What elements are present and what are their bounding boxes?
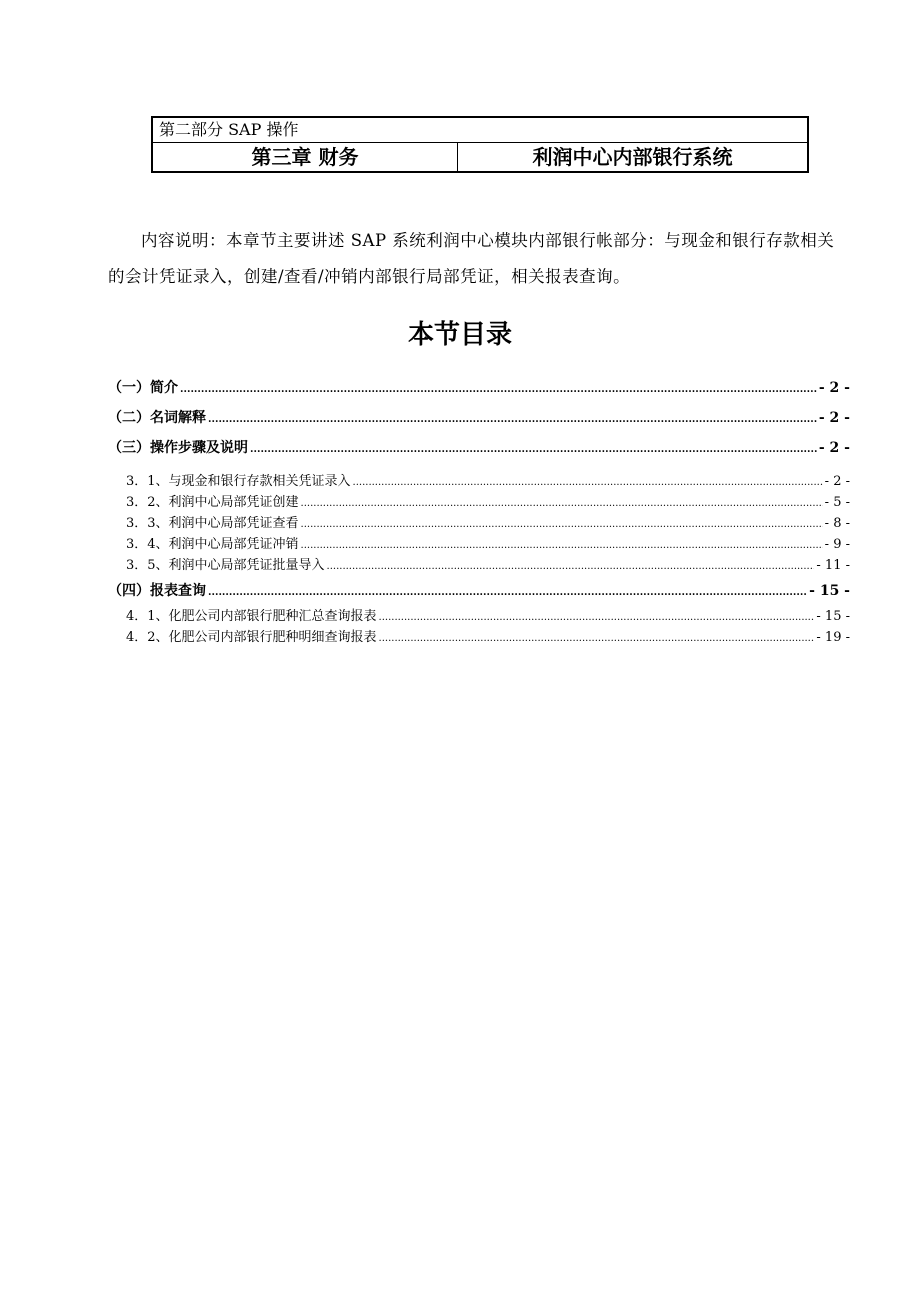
toc-leader [301, 535, 823, 556]
toc-entry-3-5[interactable] [108, 555, 850, 576]
toc-leader [301, 493, 823, 514]
toc-entry-3-2[interactable] [108, 492, 850, 513]
toc-leader [379, 628, 815, 649]
chapter-header-table [151, 116, 809, 173]
toc-entry-4-1[interactable] [108, 606, 850, 627]
toc-entry-page: - 2 - [824, 474, 850, 489]
toc-leader [379, 607, 815, 628]
toc-entry-label: 3．5、利润中心局部凭证批量导入 [126, 558, 325, 573]
toc-entry-page: - 15 - [816, 609, 850, 624]
toc-entry-page: - 15 - [809, 583, 850, 599]
toc-entry-3-3[interactable] [108, 513, 850, 534]
content-description: 内容说明：本章节主要讲述 SAP 系统利润中心模块内部银行帐部分：与现金和银行存款相关的会计凭证录入，创建/查看/冲销内部银行局部凭证，相关报表查询。 [108, 230, 835, 286]
toc-leader [327, 556, 815, 577]
toc-leader [250, 435, 817, 464]
toc-entry-page: - 2 - [818, 410, 850, 426]
toc-entry-intro[interactable] [108, 374, 850, 403]
toc-entry-4-2[interactable] [108, 627, 850, 648]
toc-entry-page: - 11 - [816, 558, 850, 573]
toc-leader [301, 514, 823, 535]
toc-entry-page: - 9 - [824, 537, 850, 552]
toc-leader [353, 472, 823, 493]
toc-leader [208, 578, 807, 607]
toc-entry-steps[interactable] [108, 434, 850, 463]
toc-entry-label: 3．3、利润中心局部凭证查看 [126, 516, 299, 531]
system-title: 利润中心内部银行系统 [458, 143, 809, 173]
toc-entry-page: - 2 - [818, 440, 850, 456]
toc-entry-label: 3．4、利润中心局部凭证冲销 [126, 537, 299, 552]
toc-entry-page: - 2 - [818, 380, 850, 396]
toc-leader [208, 405, 817, 434]
toc-entry-label: 3．2、利润中心局部凭证创建 [126, 495, 299, 510]
toc-entry-label: （四）报表查询 [108, 583, 206, 599]
chapter-title: 第三章 财务 [152, 143, 458, 173]
toc-title: 本节目录 [407, 320, 512, 350]
toc-entry-label: （三）操作步骤及说明 [108, 440, 248, 456]
table-of-contents [108, 373, 850, 648]
toc-entry-label: 3．1、与现金和银行存款相关凭证录入 [126, 474, 351, 489]
toc-entry-label: （二）名词解释 [108, 410, 206, 426]
toc-entry-page: - 5 - [824, 495, 850, 510]
toc-entry-3-4[interactable] [108, 534, 850, 555]
toc-entry-page: - 8 - [824, 516, 850, 531]
toc-entry-page: - 19 - [816, 630, 850, 645]
toc-entry-label: （一）简介 [108, 380, 178, 396]
toc-entry-label: 4．2、化肥公司内部银行肥种明细查询报表 [126, 630, 377, 645]
toc-entry-glossary[interactable] [108, 404, 850, 433]
part-label: 第二部分 SAP 操作 [152, 117, 808, 143]
toc-leader [180, 375, 817, 404]
toc-entry-3-1[interactable] [108, 471, 850, 492]
toc-entry-reports[interactable] [108, 577, 850, 606]
toc-entry-label: 4．1、化肥公司内部银行肥种汇总查询报表 [126, 609, 377, 624]
